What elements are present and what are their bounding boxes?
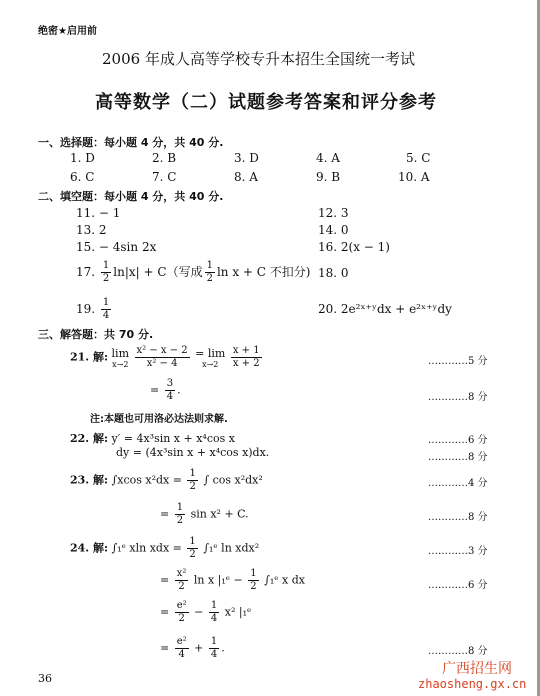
fill-answer-17 <box>76 260 310 285</box>
answer-key-title: 高等数学（二）试题参考答案和评分参考 <box>95 92 437 113</box>
solution-label: 23. 解: <box>70 473 109 487</box>
page-number: 36 <box>38 672 52 685</box>
watermark-url: zhaosheng.gx.cn <box>418 677 527 691</box>
fraction-one-half: $\frac{1}{2}$ <box>189 468 196 492</box>
solution-22-line1: 22. 解: y′ = 4x³sin x + x⁴cos x <box>70 432 235 445</box>
fill-answer-14: 14. 0 <box>318 223 349 237</box>
question-number: 19. <box>76 302 96 316</box>
exam-title: 2006 年成人高等学校专升本招生全国统一考试 <box>102 50 415 68</box>
limit-operator: lim x→2 <box>111 346 129 369</box>
solution-21-line1 <box>70 345 264 370</box>
fraction-one-half: $\frac{1}{2}$ <box>102 260 110 284</box>
watermark-site-name: 广西招生网 <box>442 661 512 677</box>
score-24-step1: …………3 分 <box>428 546 488 557</box>
fill-answer-20: 20. 2e²ˣ⁺ʸdx + e²ˣ⁺ʸdy <box>318 302 452 316</box>
confidential-header: 绝密★启用前 <box>38 26 97 37</box>
solution-21-line2: = $\frac{3}{4}$ . <box>150 378 181 402</box>
section-fill-in-heading: 二、填空题：每小题 4 分，共 40 分. <box>38 190 224 203</box>
fill-answer-15: 15. − 4sin 2x <box>76 240 157 254</box>
solution-23-line1: 23. 解: ∫xcos x²dx = $\frac{1}{2}$ ∫ cos x²dx² <box>70 468 263 492</box>
solution-24-line1: 24. 解: ∫₁ᵉ xln xdx = $\frac{1}{2}$ ∫₁ᵉ ln xdx² <box>70 536 260 560</box>
answer-6: 6. C <box>70 170 95 184</box>
answer-7: 7. C <box>152 170 177 184</box>
answer-10: 10. A <box>398 170 430 184</box>
score-21-step2: …………8 分 <box>428 392 488 403</box>
answer-2: 2. B <box>152 151 177 165</box>
fraction-one-half: $\frac{1}{2}$ <box>176 502 184 526</box>
note-lhopital: 注:本题也可用洛必达法则求解. <box>90 414 228 425</box>
fraction-three-quarters: $\frac{3}{4}$ <box>166 378 174 402</box>
fraction-one-quarter: $\frac{1}{4}$ <box>210 636 218 660</box>
solution-23-line2: = $\frac{1}{2}$ sin x² + C. <box>160 502 249 526</box>
fraction-one-half: $\frac{1}{2}$ <box>189 536 196 560</box>
limit-operator-2: = lim x→2 <box>195 346 226 369</box>
score-23-step1: …………4 分 <box>428 478 488 489</box>
section-solutions-heading: 三、解答题：共 70 分. <box>38 328 154 341</box>
fraction-x-squared-half: $\frac{\text{x²}}{2}$ <box>176 568 187 592</box>
answer-5: 5. C <box>406 151 431 165</box>
solution-24-line3: = $\frac{\text{e²}}{2}$ − $\frac{1}{4}$ x² |₁ᵉ <box>160 600 252 624</box>
score-24-step2: …………6 分 <box>428 580 488 591</box>
solution-24-line2: = $\frac{\text{x²}}{2}$ ln x |₁ᵉ − $\frac{1}{2}$ ∫₁ᵉ x dx <box>160 568 305 592</box>
solution-label: 22. 解: <box>70 432 109 445</box>
fraction-limit-expression: $\frac{\text{x² − x − 2}}{\text{x² − 4}}$ <box>136 345 188 369</box>
score-23-step2: …………8 分 <box>428 512 488 523</box>
fill-answer-12: 12. 3 <box>318 206 349 220</box>
solution-22-line2: dy = (4x³sin x + x⁴cos x)dx. <box>116 446 270 459</box>
answer-8: 8. A <box>234 170 258 184</box>
fraction-simplified: $\frac{x + 1}{x + 2}$ <box>232 345 260 369</box>
fraction-e-squared-quarter: $\frac{\text{e²}}{4}$ <box>176 636 187 660</box>
fraction-e-squared-half: $\frac{\text{e²}}{2}$ <box>176 600 187 624</box>
answer-1: 1. D <box>70 151 95 165</box>
score-22-step2: …………8 分 <box>428 452 488 463</box>
section-multiple-choice-heading: 一、选择题：每小题 4 分，共 40 分. <box>38 136 224 149</box>
fill-answer-11: 11. − 1 <box>76 206 121 220</box>
fraction-one-quarter: $\frac{1}{4}$ <box>210 600 218 624</box>
fraction-one-half: $\frac{1}{2}$ <box>250 568 257 592</box>
answer-9: 9. B <box>316 170 341 184</box>
score-24-step3: …………8 分 <box>428 646 488 657</box>
answer-4: 4. A <box>316 151 340 165</box>
fill-answer-18: 18. 0 <box>318 266 349 280</box>
solution-24-line4: = $\frac{\text{e²}}{4}$ + $\frac{1}{4}$ . <box>160 636 225 660</box>
answer-note: ln x + C 不扣分) <box>216 265 311 279</box>
score-22-step1: …………6 分 <box>428 435 488 446</box>
question-number: 17. <box>76 265 96 279</box>
fraction-one-half-alt: $\frac{1}{2}$ <box>206 260 213 284</box>
answer-text: ln|x| + C（写成 <box>113 265 203 279</box>
fraction-one-quarter: $\frac{1}{4}$ <box>102 297 110 321</box>
fill-answer-16: 16. 2(x − 1) <box>318 240 390 254</box>
score-21-step1: …………5 分 <box>428 356 488 367</box>
answer-3: 3. D <box>234 151 259 165</box>
fill-answer-13: 13. 2 <box>76 223 107 237</box>
solution-label: 21. 解: <box>70 350 109 364</box>
fill-answer-19 <box>76 297 113 322</box>
solution-label: 24. 解: <box>70 541 109 555</box>
